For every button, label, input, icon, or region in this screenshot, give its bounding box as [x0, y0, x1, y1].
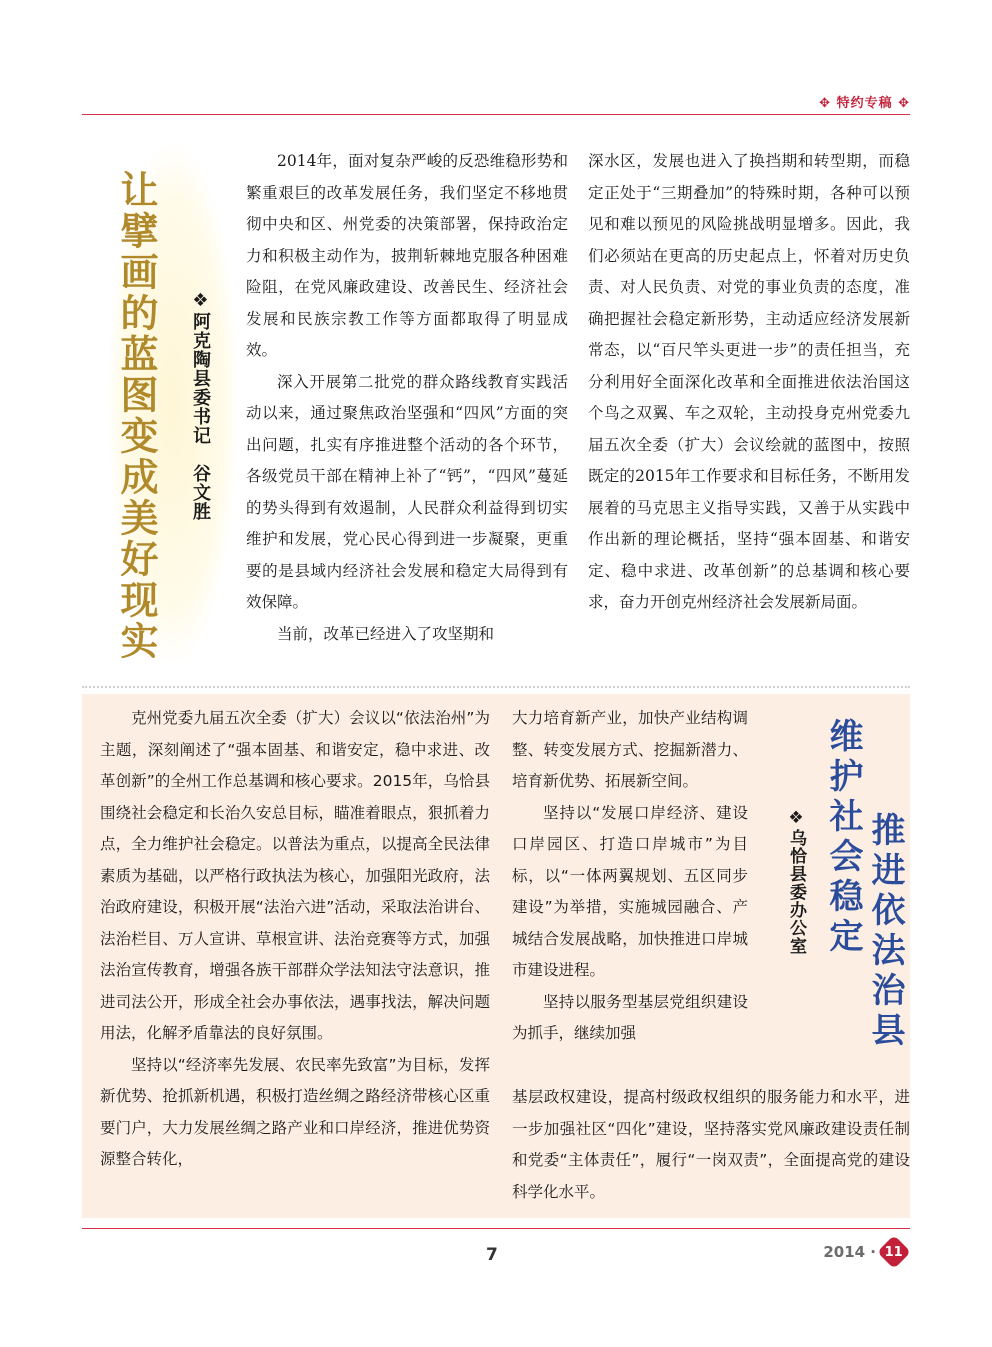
paragraph: 基层政权建设，提高村级政权组织的服务能力和水平，进一步加强社区“四化”建设，坚持落实党风廉政建设责任制和党委“主体责任”，履行“一岗双责”，全面提高党的建设科学化水平。 [512, 1088, 910, 1201]
paragraph: 2014年，面对复杂严峻的反恐维稳形势和繁重艰巨的改革发展任务，我们坚定不移地贯彻中央和区、州党委的决策部署，保持政治定力和积极主动作为，披荆斩棘地克服各种困难险阻，在党风廉政建设、改善民生、经济社会发展和民族宗教工作等方面都取得了明显成效。 [246, 152, 568, 359]
issue-label [823, 1240, 906, 1264]
issue-number-badge [877, 1235, 911, 1269]
paragraph: 当前，改革已经进入了攻坚期和 [277, 624, 495, 643]
paragraph: 坚持以“经济率先发展、农民率先致富”为目标，发挥新优势、抢抓新机遇，积极打造丝绸之路经济带核心区重要门户，大力发展丝绸之路产业和口岸经济，推进优势资源整合转化， [100, 1055, 490, 1168]
article2-title-line1: 维护社会稳定 [823, 718, 863, 958]
section-label: ✥ 特约专稿 ✥ [819, 96, 910, 111]
article1-column-left [246, 146, 568, 650]
header-rule [82, 114, 910, 115]
paragraph: 克州党委九届五次全委（扩大）会议以“依法治州”为主题，深刻阐述了“强本固基、和谐安定，稳中求进、改革创新”的全州工作总基调和核心要求。2015年，乌恰县围绕社会稳定和长治久安总目标，瞄准着眼点，狠抓着力点，全力维护社会稳定。以普法为重点，以提高全民法律素质为基础，以严格行政执法为核心，加强阳光政府，法治政府建设，积极开展“法治六进”活动，采取法治讲台、法治栏目、万人宣讲、草根宣讲、法治竞赛等方式，加强法治宣传教育，增强各族干部群众学法知法守法意识，推进司法公开，形成全社会办事依法，遇事找法，解决问题用法，化解矛盾靠法的良好氛围。 [100, 709, 490, 1042]
article1-column-right [588, 146, 910, 619]
dotted-divider [82, 686, 910, 688]
page-number: 7 [486, 1245, 498, 1265]
article2-column-left [100, 703, 490, 1176]
article2-column-bottom [512, 1082, 910, 1208]
article2-title-line2: 推进依法治县 [865, 812, 905, 1052]
paragraph: 坚持以“发展口岸经济、建设口岸园区、打造口岸城市”为目标，以“一体两翼规划、五区同步建设”为举措，实施城园融合、产城结合发展战略，加快推进口岸城市建设进程。 [512, 803, 748, 979]
article1-title: 让擘画的蓝图变成美好现实 [114, 170, 158, 662]
article2-byline: ❖乌恰县委办公室 [786, 808, 806, 955]
article2-column-mid [512, 703, 748, 1050]
issue-number: 11 [884, 1244, 904, 1260]
paragraph: 深水区，发展也进入了换挡期和转型期，而稳定正处于“三期叠加”的特殊时期，各种可以预见和难以预见的风险挑战明显增多。因此，我们必须站在更高的历史起点上，怀着对历史负责、对人民负责、对党的事业负责的态度，准确把握社会稳定新形势，主动适应经济发展新常态，以“百尺竿头更进一步”的责任担当，充分利用好全面深化改革和全面推进依法治国这个鸟之双翼、车之双轮，主动投身克州党委九届五次全委（扩大）会议绘就的蓝图中，按照既定的2015年工作要求和目标任务，不断用发展着的马克思主义指导实践，又善于从实践中作出新的理论概括，坚持“强本固基、和谐安定、稳中求进、改革创新”的总基调和核心要求，奋力开创克州经济社会发展新局面。 [588, 152, 910, 611]
paragraph: 大力培育新产业，加快产业结构调整、转变发展方式、挖掘新潜力、培育新优势、拓展新空间。 [512, 709, 748, 790]
paragraph: 深入开展第二批党的群众路线教育实践活动以来，通过聚焦政治坚强和“四风”方面的突出问题，扎实有序推进整个活动的各个环节，各级党员干部在精神上补了“钙”，“四风”蔓延的势头得到有效遏制，人民群众利益得到切实维护和发展，党心民心得到进一步凝聚，更重要的是县域内经济社会发展和稳定大局得到有效保障。 [246, 372, 568, 611]
paragraph: 坚持以服务型基层党组织建设为抓手，继续加强 [512, 992, 748, 1042]
issue-year: 2014 · [823, 1243, 876, 1261]
article1-byline: ❖阿克陶县委书记 谷文胜 [190, 290, 211, 521]
footer-rule [82, 1228, 910, 1229]
